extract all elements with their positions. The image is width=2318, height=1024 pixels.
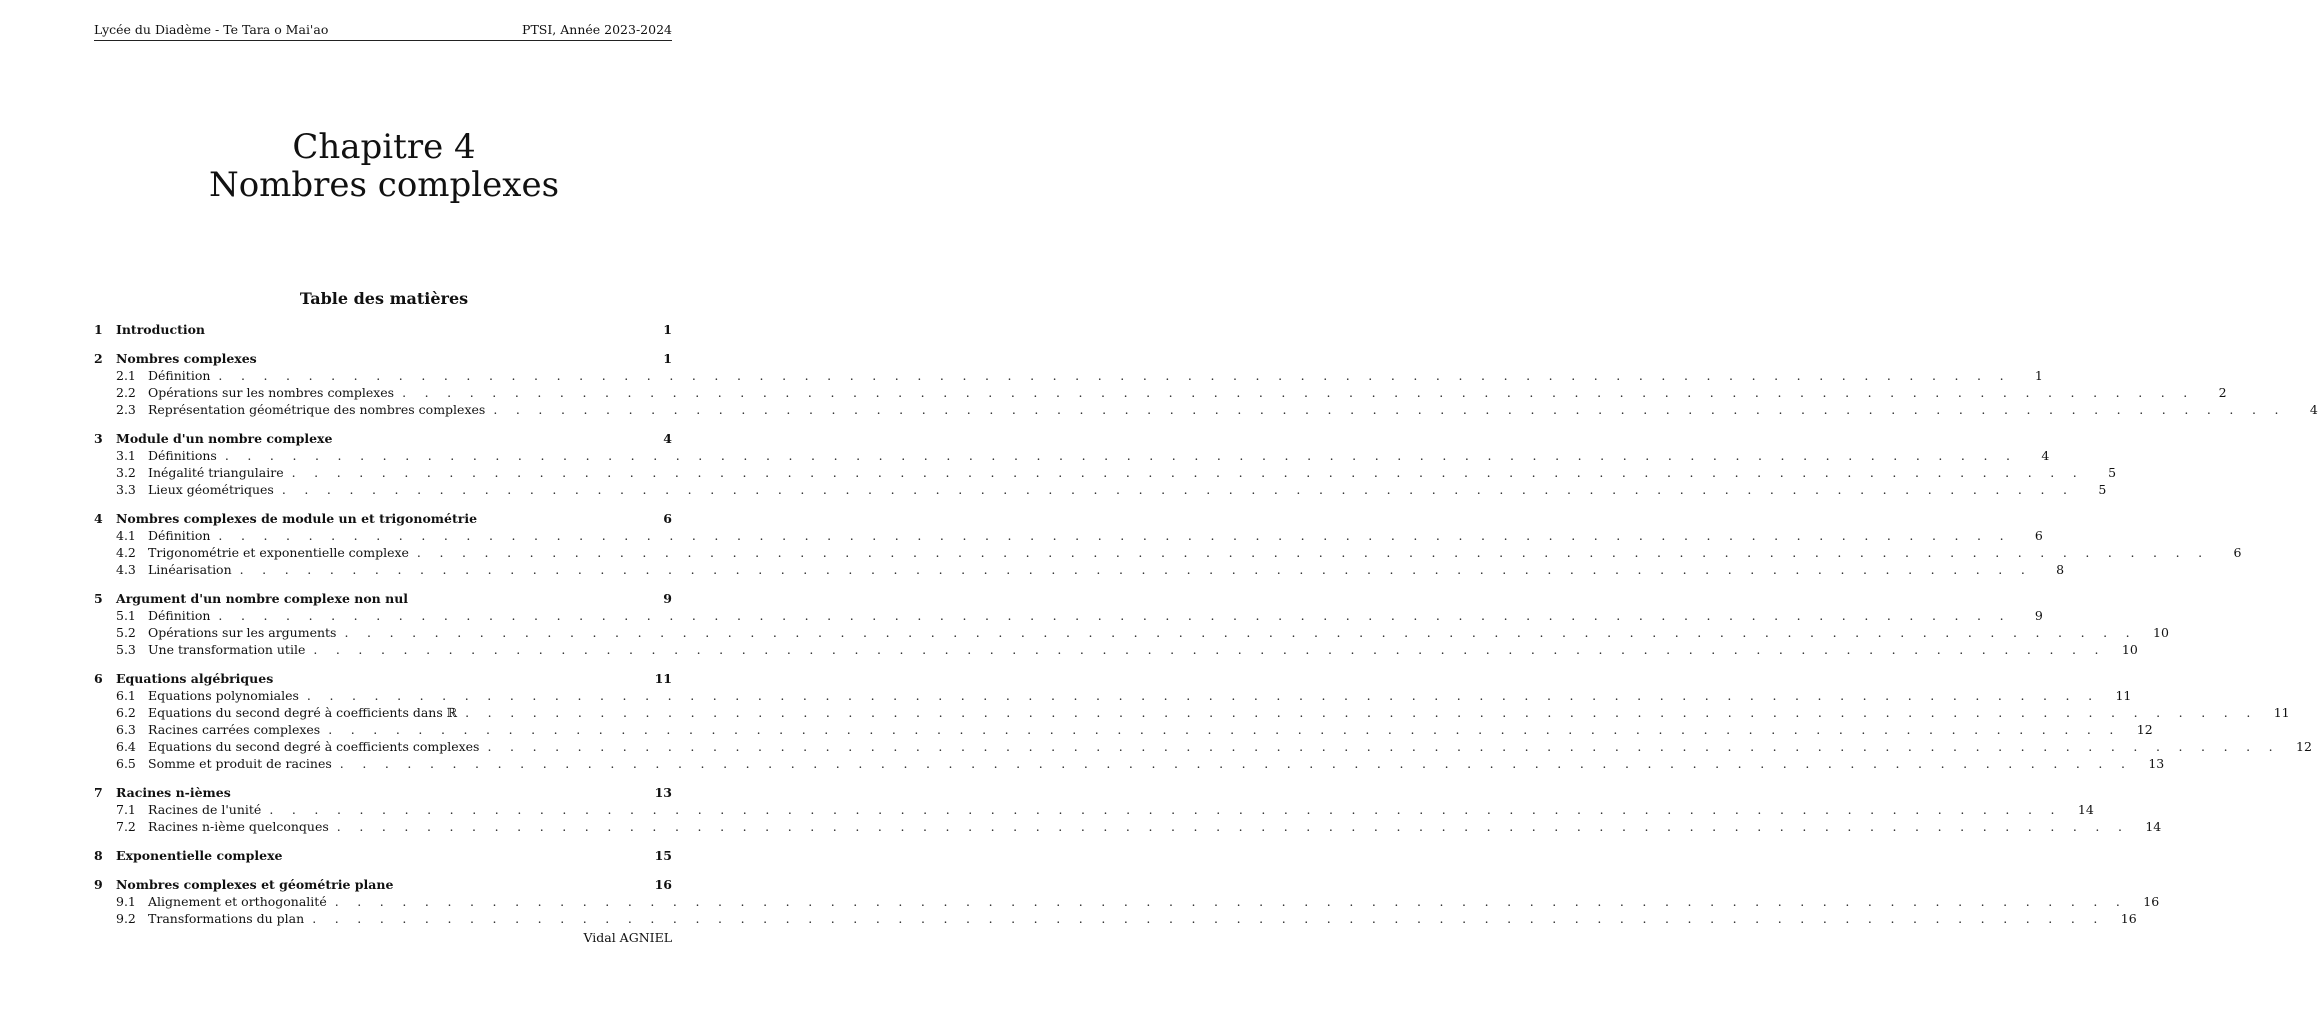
dot-leader: . . . . . . . . . . . . . . . . . . . . . . . . . . . . . . . . . . . . . . . . . . . . . . . . . . . . . . . . . . . . . . . . . . . . . . . . . . . . . . . . [218,608,2011,623]
subsection-title: Equations du second degré à coefficients dans ℝ [148,705,458,720]
subsection-page: 10 [2121,642,2138,657]
section-number: 1 [94,322,103,337]
toc-section-entry[interactable] [94,511,672,528]
subsection-title: Racines de l'unité [148,802,262,817]
chapter-number: Chapitre 4 [292,127,476,167]
subsection-title: Transformations du plan [148,911,305,926]
subsection-number: 6.3 [116,722,136,737]
toc-subsection-entry[interactable] [94,465,2117,482]
header-class-year: PTSI, Année 2023-2024 [522,22,672,37]
toc-subsection-entry[interactable] [94,642,2138,659]
subsection-page: 12 [2296,739,2312,754]
section-number: 4 [94,511,103,526]
subsection-number: 6.1 [116,688,136,703]
dot-leader: . . . . . . . . . . . . . . . . . . . . . . . . . . . . . . . . . . . . . . . . . . . . . . . . . . . . . . . . . . . . . . . . . . . . . . . . . . . . . . . . [218,528,2011,543]
section-number: 6 [94,671,103,686]
toc-subsection-entry[interactable] [94,688,2132,705]
toc-subsection-entry[interactable] [94,911,2137,928]
toc-subsection-entry[interactable] [94,482,2107,499]
section-title: Argument d'un nombre complexe non nul [116,591,409,606]
subsection-page: 1 [2034,368,2043,383]
toc-section [94,671,2312,773]
subsection-number: 2.3 [116,402,136,417]
dot-leader: . . . . . . . . . . . . . . . . . . . . . . . . . . . . . . . . . . . . . . . . . . . . . . . . . . . . . . . . . . . . . . . . . . . . . . . . . . . . . . . . [312,911,2105,926]
chapter-name: Nombres complexes [208,165,560,205]
dot-leader: . . . . . . . . . . . . . . . . . . . . . . . . . . . . . . . . . . . . . . . . . . . . . . . . . . . . . . . . . . . . . . . . . . . . . . . . . . . . . . . . [339,756,2133,771]
toc-subsection-entry[interactable] [94,368,2043,385]
subsection-title: Une transformation utile [148,642,306,657]
toc-subsection-entry[interactable] [94,562,2065,579]
subsection-number: 7.1 [116,802,136,817]
dot-leader: . . . . . . . . . . . . . . . . . . . . . . . . . . . . . . . . . . . . . . . . . . . . . . . . . . . . . . . . . . . . . . . . . . . . . . . . . . . . . . . . [487,739,2280,754]
subsection-title: Alignement et orthogonalité [148,894,327,909]
subsection-title: Opérations sur les nombres complexes [148,385,395,400]
dot-leader: . . . . . . . . . . . . . . . . . . . . . . . . . . . . . . . . . . . . . . . . . . . . . . . . . . . . . . . . . . . . . . . . . . . . . . . . . . . . . . . . [416,545,2210,560]
toc-section [94,785,2162,836]
toc-section-entry[interactable] [94,322,672,339]
toc-section-entry[interactable] [94,591,672,608]
subsection-number: 2.1 [116,368,136,383]
subsection-page: 5 [2098,482,2107,497]
toc-section [94,511,2242,579]
section-title: Nombres complexes et géométrie plane [116,877,394,892]
subsection-title: Trigonométrie et exponentielle complexe [148,545,409,560]
section-number: 8 [94,848,103,863]
subsection-number: 4.1 [116,528,136,543]
subsection-page: 14 [2077,802,2094,817]
section-title: Exponentielle complexe [116,848,283,863]
toc-section-entry[interactable] [94,351,672,368]
section-page: 16 [654,877,672,892]
subsection-number: 9.2 [116,911,136,926]
subsection-number: 3.2 [116,465,136,480]
header-school: Lycée du Diadème - Te Tara o Mai'ao [94,22,329,37]
toc-subsection-entry[interactable] [94,402,2318,419]
section-page: 4 [663,431,672,446]
toc-section [94,848,672,865]
subsection-number: 2.2 [116,385,136,400]
subsection-page: 14 [2145,819,2162,834]
subsection-number: 3.1 [116,448,136,463]
subsection-number: 6.4 [116,739,136,754]
subsection-title: Définition [148,528,211,543]
section-page: 11 [654,671,672,686]
toc-section [94,351,2318,419]
subsection-number: 6.5 [116,756,136,771]
subsection-number: 5.3 [116,642,136,657]
subsection-number: 4.3 [116,562,136,577]
dot-leader: . . . . . . . . . . . . . . . . . . . . . . . . . . . . . . . . . . . . . . . . . . . . . . . . . . . . . . . . . . . . . . . . . . . . . . . . . . . . . . . . [334,894,2128,909]
subsection-number: 5.2 [116,625,136,640]
subsection-title: Définition [148,368,211,383]
toc-subsection-entry[interactable] [94,448,2050,465]
toc-section [94,877,2160,928]
subsection-title: Equations du second degré à coefficients complexes [148,739,480,754]
dot-leader: . . . . . . . . . . . . . . . . . . . . . . . . . . . . . . . . . . . . . . . . . . . . . . . . . . . . . . . . . . . . . . . . . . . . . . . . . . . . . . . . [269,802,2062,817]
subsection-page: 12 [2136,722,2153,737]
dot-leader: . . . . . . . . . . . . . . . . . . . . . . . . . . . . . . . . . . . . . . . . . . . . . . . . . . . . . . . . . . . . . . . . . . . . . . . . . . . . . . . . [328,722,2121,737]
dot-leader: . . . . . . . . . . . . . . . . . . . . . . . . . . . . . . . . . . . . . . . . . . . . . . . . . . . . . . . . . . . . . . . . . . . . . . . . . . . . . . . . [493,402,2286,417]
toc-section-entry[interactable] [94,431,672,448]
section-page: 1 [663,351,672,366]
toc-subsection-entry[interactable] [94,705,2290,722]
subsection-title: Opérations sur les arguments [148,625,337,640]
author: Vidal AGNIEL [583,930,672,945]
subsection-page: 2 [2218,385,2227,400]
subsection-page: 8 [2056,562,2065,577]
subsection-page: 11 [2115,688,2132,703]
toc-subsection-entry[interactable] [94,722,2153,739]
subsection-number: 4.2 [116,545,136,560]
dot-leader: . . . . . . . . . . . . . . . . . . . . . . . . . . . . . . . . . . . . . . . . . . . . . . . . . . . . . . . . . . . . . . . . . . . . . . . . . . . . . . . . [291,465,2085,480]
subsection-page: 11 [2273,705,2290,720]
dot-leader: . . . . . . . . . . . . . . . . . . . . . . . . . . . . . . . . . . . . . . . . . . . . . . . . . . . . . . . . . . . . . . . . . . . . . . . . . . . . . . . . [218,368,2011,383]
table-of-contents [94,322,2318,940]
toc-section [94,322,672,339]
toc-section [94,591,2169,659]
toc-section-entry[interactable] [94,877,672,894]
toc-section-entry[interactable] [94,785,672,802]
subsection-title: Définition [148,608,211,623]
section-page: 1 [663,322,672,337]
toc-subsection-entry[interactable] [94,385,2227,402]
section-number: 3 [94,431,103,446]
section-number: 7 [94,785,103,800]
toc-section-entry[interactable] [94,671,672,688]
toc-subsection-entry[interactable] [94,894,2160,911]
subsection-number: 6.2 [116,705,136,720]
section-title: Racines n-ièmes [116,785,231,800]
subsection-title: Racines n-ième quelconques [148,819,329,834]
section-number: 5 [94,591,103,606]
toc-section-entry[interactable] [94,848,672,865]
chapter-title [0,128,768,204]
subsection-page: 4 [2041,448,2050,463]
section-page: 9 [663,591,672,606]
subsection-page: 16 [2120,911,2137,926]
subsection-page: 6 [2233,545,2242,560]
dot-leader: . . . . . . . . . . . . . . . . . . . . . . . . . . . . . . . . . . . . . . . . . . . . . . . . . . . . . . . . . . . . . . . . . . . . . . . . . . . . . . . . [336,819,2130,834]
section-page: 13 [654,785,672,800]
section-page: 6 [663,511,672,526]
page-header [94,22,672,41]
subsection-number: 5.1 [116,608,136,623]
dot-leader: . . . . . . . . . . . . . . . . . . . . . . . . . . . . . . . . . . . . . . . . . . . . . . . . . . . . . . . . . . . . . . . . . . . . . . . . . . . . . . . . [344,625,2137,640]
section-title: Nombres complexes [116,351,257,366]
subsection-page: 10 [2153,625,2169,640]
dot-leader: . . . . . . . . . . . . . . . . . . . . . . . . . . . . . . . . . . . . . . . . . . . . . . . . . . . . . . . . . . . . . . . . . . . . . . . . . . . . . . . . [281,482,2075,497]
toc-section [94,431,2117,499]
subsection-title: Linéarisation [148,562,232,577]
section-title: Introduction [116,322,206,337]
toc-subsection-entry[interactable] [94,625,2169,642]
subsection-number: 7.2 [116,819,136,834]
dot-leader: . . . . . . . . . . . . . . . . . . . . . . . . . . . . . . . . . . . . . . . . . . . . . . . . . . . . . . . . . . . . . . . . . . . . . . . . . . . . . . . . [306,688,2100,703]
toc-subsection-entry[interactable] [94,739,2312,756]
subsection-title: Equations polynomiales [148,688,299,703]
subsection-title: Somme et produit de racines [148,756,332,771]
section-number: 2 [94,351,103,366]
toc-subsection-entry[interactable] [94,528,2043,545]
subsection-page: 4 [2309,402,2318,417]
toc-subsection-entry[interactable] [94,545,2242,562]
subsection-title: Représentation géométrique des nombres complexes [148,402,486,417]
subsection-title: Définitions [148,448,217,463]
dot-leader: . . . . . . . . . . . . . . . . . . . . . . . . . . . . . . . . . . . . . . . . . . . . . . . . . . . . . . . . . . . . . . . . . . . . . . . . . . . . . . . . [465,705,2258,720]
dot-leader: . . . . . . . . . . . . . . . . . . . . . . . . . . . . . . . . . . . . . . . . . . . . . . . . . . . . . . . . . . . . . . . . . . . . . . . . . . . . . . . . [239,562,2033,577]
section-title: Equations algébriques [116,671,274,686]
toc-subsection-entry[interactable] [94,756,2165,773]
subsection-page: 16 [2143,894,2160,909]
toc-subsection-entry[interactable] [94,802,2094,819]
subsection-number: 3.3 [116,482,136,497]
toc-subsection-entry[interactable] [94,819,2162,836]
dot-leader: . . . . . . . . . . . . . . . . . . . . . . . . . . . . . . . . . . . . . . . . . . . . . . . . . . . . . . . . . . . . . . . . . . . . . . . . . . . . . . . . [224,448,2018,463]
subsection-number: 9.1 [116,894,136,909]
subsection-title: Inégalité triangulaire [148,465,284,480]
subsection-page: 5 [2108,465,2117,480]
section-title: Nombres complexes de module un et trigonométrie [116,511,478,526]
subsection-page: 9 [2034,608,2043,623]
toc-subsection-entry[interactable] [94,608,2043,625]
toc-heading: Table des matières [299,289,469,308]
subsection-page: 13 [2148,756,2165,771]
section-number: 9 [94,877,103,892]
dot-leader: . . . . . . . . . . . . . . . . . . . . . . . . . . . . . . . . . . . . . . . . . . . . . . . . . . . . . . . . . . . . . . . . . . . . . . . . . . . . . . . . [313,642,2106,657]
section-page: 15 [654,848,672,863]
section-title: Module d'un nombre complexe [116,431,333,446]
subsection-title: Racines carrées complexes [148,722,321,737]
subsection-page: 6 [2034,528,2043,543]
subsection-title: Lieux géométriques [148,482,274,497]
dot-leader: . . . . . . . . . . . . . . . . . . . . . . . . . . . . . . . . . . . . . . . . . . . . . . . . . . . . . . . . . . . . . . . . . . . . . . . . . . . . . . . . [402,385,2195,400]
